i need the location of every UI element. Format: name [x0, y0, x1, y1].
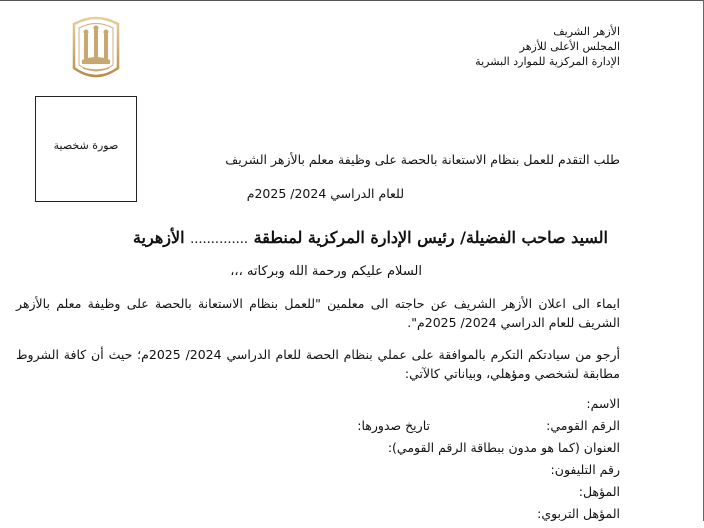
greeting: السلام عليكم ورحمة الله وبركاته ،،،: [230, 264, 422, 279]
body-paragraph-1: ايماء الى اعلان الأزهر الشريف عن حاجته الى معلمين "للعمل بنظام الاستعانة بالحصة على وظيفة معلم بالأزهر الشريف للعام الدراسي 2024/ 2025م".: [16, 296, 620, 330]
field-phone-label: رقم التليفون:: [550, 462, 620, 477]
field-national-id: [100, 418, 620, 440]
photo-label: صورة شخصية: [53, 139, 119, 152]
org-name: الأزهر الشريف: [553, 25, 620, 38]
org-department: الإدارة المركزية للموارد البشرية: [475, 55, 620, 68]
page-top-border: [0, 0, 704, 1]
field-qualification: [100, 484, 620, 506]
field-address-label: العنوان (كما هو مدون ببطاقة الرقم القومي):: [387, 440, 620, 455]
applicant-fields: [100, 396, 620, 528]
field-issue-date-label: تاريخ صدورها:: [357, 418, 430, 433]
addressee-blank: ..............: [190, 232, 248, 247]
organization-header: [400, 24, 620, 69]
field-phone: [100, 462, 620, 484]
photo-placeholder-box: [35, 96, 137, 202]
field-educational-qualification: [100, 506, 620, 528]
field-name: [100, 396, 620, 418]
field-name-label: الاسم:: [586, 396, 620, 411]
field-address: [100, 440, 620, 462]
addressee-suffix: الأزهرية: [132, 228, 185, 247]
org-council: المجلس الأعلى للأزهر: [519, 40, 620, 53]
addressee-line: [133, 228, 608, 247]
field-educational-qualification-label: المؤهل التربوي:: [537, 506, 620, 521]
addressee-prefix: السيد صاحب الفضيلة/ رئيس الإدارة المركزية لمنطقة: [253, 228, 608, 247]
field-national-id-label: الرقم القومي:: [546, 418, 620, 433]
azhar-emblem-icon: [70, 14, 122, 82]
application-subject: طلب التقدم للعمل بنظام الاستعانة بالحصة على وظيفة معلم بالأزهر الشريف: [225, 152, 620, 167]
academic-year: للعام الدراسي 2024/ 2025م: [246, 186, 404, 201]
field-qualification-label: المؤهل:: [578, 484, 620, 499]
body-paragraph-2: أرجو من سيادتكم التكرم بالموافقة على عملي بنظام الحصة للعام الدراسي 2024/ 2025م؛ حيث أن كافة الشروط مطابقة لشخصي ومؤهلي، وبياناتي كالآتي:: [16, 347, 620, 381]
